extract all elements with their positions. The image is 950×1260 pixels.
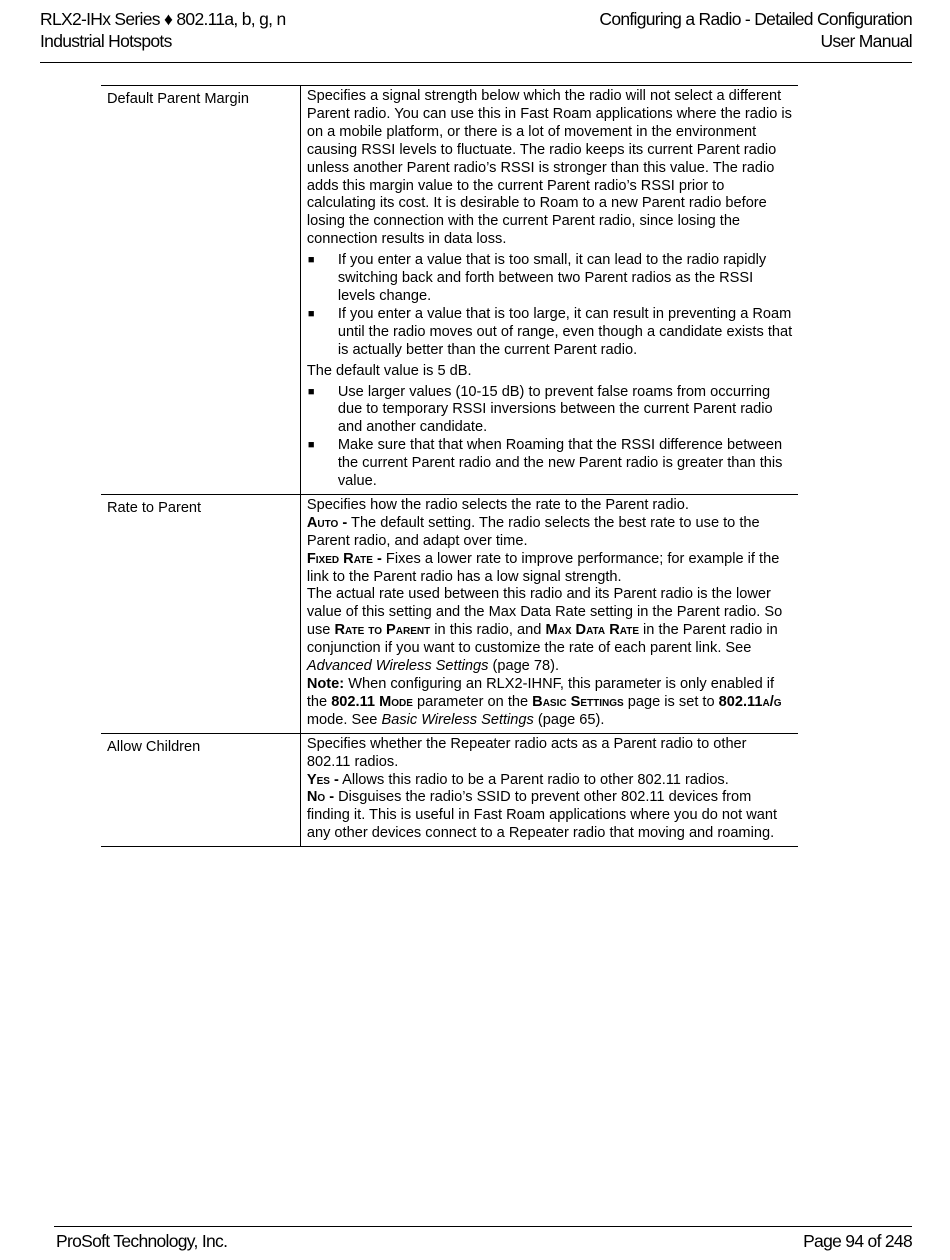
bullet-icon: ■ bbox=[307, 385, 315, 398]
list-item-text: If you enter a value that is too large, it can result in preventing a Roam until the radio moves out of range, even though a candidate exists that is actually better than the current Parent radio. bbox=[337, 305, 793, 358]
parameter-table bbox=[101, 85, 798, 847]
header-right bbox=[599, 8, 912, 52]
bullet-list bbox=[307, 252, 794, 359]
option-label: Fixed Rate - bbox=[306, 550, 382, 567]
option-no bbox=[307, 789, 794, 843]
option-text: Fixes a lower rate to improve performance; for example if the link to the Parent radio has a low signal strength. bbox=[306, 550, 780, 585]
table-row bbox=[101, 494, 798, 733]
default-value-text: The default value is 5 dB. bbox=[306, 362, 472, 379]
text-span: page is set to bbox=[623, 693, 719, 710]
option-label: Yes - bbox=[306, 771, 339, 788]
list-item-text: Make sure that that when Roaming that the RSSI difference between the current Parent radio and the new Parent radio is greater than this value. bbox=[337, 437, 783, 490]
parameter-description bbox=[300, 733, 798, 846]
manual-title: User Manual bbox=[820, 31, 912, 51]
section-title: Configuring a Radio - Detailed Configuration bbox=[599, 9, 912, 29]
text-span: mode. See bbox=[306, 711, 382, 728]
bullet-icon: ■ bbox=[307, 439, 315, 452]
option-text: Allows this radio to be a Parent radio to other 802.11 radios. bbox=[338, 771, 729, 788]
note-label: Note: bbox=[306, 676, 345, 692]
product-subtitle: Industrial Hotspots bbox=[40, 31, 172, 51]
parameter-reference: Max Data Rate bbox=[545, 622, 639, 639]
table-row bbox=[101, 733, 798, 846]
parameter-name: Default Parent Margin bbox=[101, 86, 300, 495]
text-span: When configuring an RLX2-IHNF, this parameter is only enabled if the bbox=[306, 676, 775, 710]
description-paragraph: Specifies a signal strength below which the radio will not select a different Parent radio. You can use this in Fast Roam applications where the radio is on a mobile platform, or there is a lot of movement in the environment causing RSSI levels to fluctuate. The radio keeps its current Parent radio unless another Parent radio’s RSSI is stronger than this value. The radio adds this margin value to the current Parent radio’s RSSI prior to calculating its cost. It is desirable to Roam to a new Parent radio before losing the connection with the current Parent radio, since losing the connection results in data loss. bbox=[306, 88, 792, 248]
cross-reference-link[interactable]: Basic Wireless Settings bbox=[381, 711, 534, 728]
parameter-name: Allow Children bbox=[101, 733, 300, 846]
bullet-icon: ■ bbox=[307, 254, 315, 267]
text-span: in the Parent radio in conjunction if you want to customize the rate of each parent link. See bbox=[306, 622, 778, 657]
header-left bbox=[40, 8, 286, 52]
page-header bbox=[40, 8, 912, 63]
bullet-icon: ■ bbox=[307, 307, 315, 320]
description-paragraph: Specifies how the radio selects the rate to the Parent radio. bbox=[306, 496, 689, 513]
page-reference: Basic Settings bbox=[532, 693, 624, 710]
text-span: parameter on the bbox=[412, 693, 533, 710]
bullet-list bbox=[307, 384, 794, 491]
description-paragraph: Specifies whether the Repeater radio acts as a Parent radio to other 802.11 radios. bbox=[306, 735, 747, 770]
cross-reference-link[interactable]: Advanced Wireless Settings bbox=[306, 658, 489, 675]
parameter-reference: 802.11 bbox=[331, 693, 380, 710]
option-text: Disguises the radio’s SSID to prevent other 802.11 devices from finding it. This is useful in Fast Roam applications where you do not want any other devices connect to a Repeater radio that moving and roaming. bbox=[306, 789, 778, 842]
option-auto bbox=[307, 515, 794, 551]
parameter-reference: Rate to Parent bbox=[334, 622, 431, 639]
list-item bbox=[307, 252, 794, 306]
actual-rate-paragraph bbox=[307, 586, 794, 676]
list-item bbox=[307, 384, 794, 438]
mode-value: a/g bbox=[762, 693, 782, 710]
parameter-reference: Mode bbox=[379, 693, 413, 710]
product-title: RLX2-IHx Series ♦ 802.11a, b, g, n bbox=[40, 9, 286, 29]
text-span: in this radio, and bbox=[430, 622, 546, 639]
page-footer bbox=[54, 1226, 912, 1251]
parameter-description bbox=[300, 494, 798, 733]
option-fixed-rate bbox=[307, 551, 794, 587]
mode-value: 802.11 bbox=[718, 693, 763, 710]
parameter-description bbox=[300, 86, 798, 495]
note-paragraph bbox=[307, 676, 794, 730]
list-item-text: If you enter a value that is too small, it can lead to the radio rapidly switching back and forth between two Parent radios as the RSSI levels change. bbox=[337, 252, 767, 304]
option-text: The default setting. The radio selects the best rate to use to the Parent radio, and adapt over time. bbox=[306, 514, 760, 549]
text-span: (page 65). bbox=[533, 711, 605, 728]
text-span: The actual rate used between this radio and its Parent radio is the lower value of this setting and the Max Data Rate setting in the Parent radio. So use bbox=[306, 586, 783, 639]
list-item bbox=[307, 306, 794, 360]
option-label: No - bbox=[306, 789, 335, 806]
table-row bbox=[101, 86, 798, 495]
list-item bbox=[307, 437, 794, 491]
page-number: Page 94 of 248 bbox=[803, 1231, 912, 1251]
company-name: ProSoft Technology, Inc. bbox=[56, 1231, 228, 1251]
option-yes bbox=[307, 772, 794, 790]
text-span: (page 78). bbox=[488, 658, 560, 675]
parameter-name: Rate to Parent bbox=[101, 494, 300, 733]
option-label: Auto - bbox=[306, 514, 348, 531]
list-item-text: Use larger values (10-15 dB) to prevent false roams from occurring due to temporary RSSI inversions between the current Parent radio and another candidate. bbox=[337, 383, 773, 436]
